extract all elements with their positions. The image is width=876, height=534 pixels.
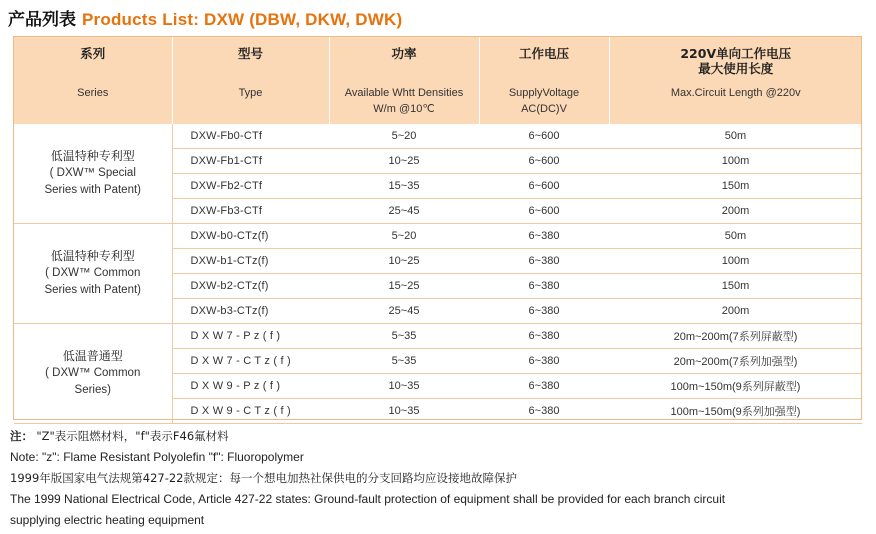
series-en1: ( DXW™ Common	[45, 267, 141, 279]
series-en2: Series with Patent)	[44, 284, 141, 296]
code-line-zh: 1999年版国家电气法规第427-22款规定：每一个想电加热社保供电的分支回路均应设接地故障保护	[10, 471, 517, 485]
code-line-en: The 1999 National Electrical Code, Article 427-22 states: Ground-fault protection of equipment shall be provided for each branch circuit	[10, 492, 726, 506]
series-en1: ( DXW™ Common	[45, 367, 141, 379]
note-label: 注：	[10, 429, 33, 443]
header-voltage-en2: AC(DC)V	[521, 103, 567, 115]
series-cell-special-patent	[14, 124, 172, 224]
header-length-zh2: 最大使用长度	[698, 61, 774, 76]
table-row	[14, 124, 862, 149]
voltage-cell: 6~600	[479, 124, 609, 149]
product-table	[14, 37, 862, 424]
series-zh: 低温特种专利型	[50, 149, 135, 163]
voltage-cell: 6~380	[479, 324, 609, 349]
series-cell-common-patent	[14, 224, 172, 324]
length-cell: 200m	[609, 199, 862, 224]
length-cell: 100m~150m(9系列加强型)	[609, 399, 862, 424]
voltage-cell: 6~600	[479, 149, 609, 174]
header-power-en1: Available Whtt Densities	[344, 87, 464, 99]
power-cell: 10~25	[329, 149, 479, 174]
voltage-cell: 6~600	[479, 199, 609, 224]
power-cell: 5~20	[329, 224, 479, 249]
voltage-cell: 6~380	[479, 374, 609, 399]
type-cell: D X W 7 - C T z ( f )	[172, 349, 329, 374]
voltage-cell: 6~380	[479, 399, 609, 424]
table-row	[14, 324, 862, 349]
header-length-en: Max.Circuit Length @220v	[670, 87, 801, 99]
type-cell: D X W 7 - P z ( f )	[172, 324, 329, 349]
note-text-zh: "Z"表示阻燃材料，"f"表示F46氟材料	[36, 429, 229, 443]
header-power-en2: W/m @10℃	[373, 103, 435, 115]
power-cell: 5~35	[329, 349, 479, 374]
type-cell: DXW-b3-CTz(f)	[172, 299, 329, 324]
series-cell-common	[14, 324, 172, 424]
voltage-cell: 6~380	[479, 274, 609, 299]
note-line-zh	[10, 426, 725, 447]
power-cell: 10~25	[329, 249, 479, 274]
voltage-cell: 6~600	[479, 174, 609, 199]
type-cell: DXW-b2-CTz(f)	[172, 274, 329, 299]
header-length-zh1: 220V单向工作电压	[680, 46, 792, 61]
series-zh: 低温普通型	[62, 349, 123, 363]
series-zh: 低温特种专利型	[50, 249, 135, 263]
header-voltage	[479, 37, 609, 124]
power-cell: 10~35	[329, 399, 479, 424]
header-type-zh: 型号	[237, 46, 263, 61]
power-cell: 25~45	[329, 299, 479, 324]
length-cell: 20m~200m(7系列加强型)	[609, 349, 862, 374]
voltage-cell: 6~380	[479, 249, 609, 274]
voltage-cell: 6~380	[479, 224, 609, 249]
power-cell: 5~20	[329, 124, 479, 149]
header-series-en: Series	[77, 87, 109, 99]
series-en1: ( DXW™ Special	[49, 167, 136, 179]
header-power	[329, 37, 479, 124]
length-cell: 100m	[609, 149, 862, 174]
power-cell: 15~25	[329, 274, 479, 299]
type-cell: DXW-Fb0-CTf	[172, 124, 329, 149]
type-cell: DXW-b0-CTz(f)	[172, 224, 329, 249]
title-zh: 产品列表	[8, 10, 76, 30]
series-en2: Series with Patent)	[44, 184, 141, 196]
header-max-length	[609, 37, 862, 124]
series-en2: Series)	[74, 384, 111, 396]
length-cell: 150m	[609, 274, 862, 299]
header-voltage-en1: SupplyVoltage	[508, 87, 580, 99]
header-series-zh: 系列	[80, 46, 106, 61]
power-cell: 25~45	[329, 199, 479, 224]
header-power-zh: 功率	[391, 46, 417, 61]
type-cell: DXW-b1-CTz(f)	[172, 249, 329, 274]
table-row	[14, 224, 862, 249]
type-cell: D X W 9 - P z ( f )	[172, 374, 329, 399]
length-cell: 50m	[609, 224, 862, 249]
power-cell: 5~35	[329, 324, 479, 349]
header-type-en: Type	[238, 87, 263, 99]
length-cell: 100m	[609, 249, 862, 274]
type-cell: DXW-Fb1-CTf	[172, 149, 329, 174]
type-cell: DXW-Fb3-CTf	[172, 199, 329, 224]
voltage-cell: 6~380	[479, 299, 609, 324]
power-cell: 15~35	[329, 174, 479, 199]
header-type	[172, 37, 329, 124]
notes-section	[10, 426, 725, 531]
voltage-cell: 6~380	[479, 349, 609, 374]
type-cell: D X W 9 - C T z ( f )	[172, 399, 329, 424]
title-en: Products List: DXW (DBW, DKW, DWK)	[82, 10, 403, 29]
note-line-en: Note: "z": Flame Resistant Polyolefin "f": Fluoropolymer	[10, 450, 304, 464]
table-header-row	[14, 37, 862, 124]
power-cell: 10~35	[329, 374, 479, 399]
type-cell: DXW-Fb2-CTf	[172, 174, 329, 199]
length-cell: 150m	[609, 174, 862, 199]
header-voltage-zh: 工作电压	[518, 46, 569, 61]
code-line-en-cont: supplying electric heating equipment	[10, 513, 205, 527]
length-cell: 100m~150m(9系列屏蔽型)	[609, 374, 862, 399]
length-cell: 200m	[609, 299, 862, 324]
length-cell: 20m~200m(7系列屏蔽型)	[609, 324, 862, 349]
page-title	[8, 5, 402, 29]
header-series	[14, 37, 172, 124]
length-cell: 50m	[609, 124, 862, 149]
